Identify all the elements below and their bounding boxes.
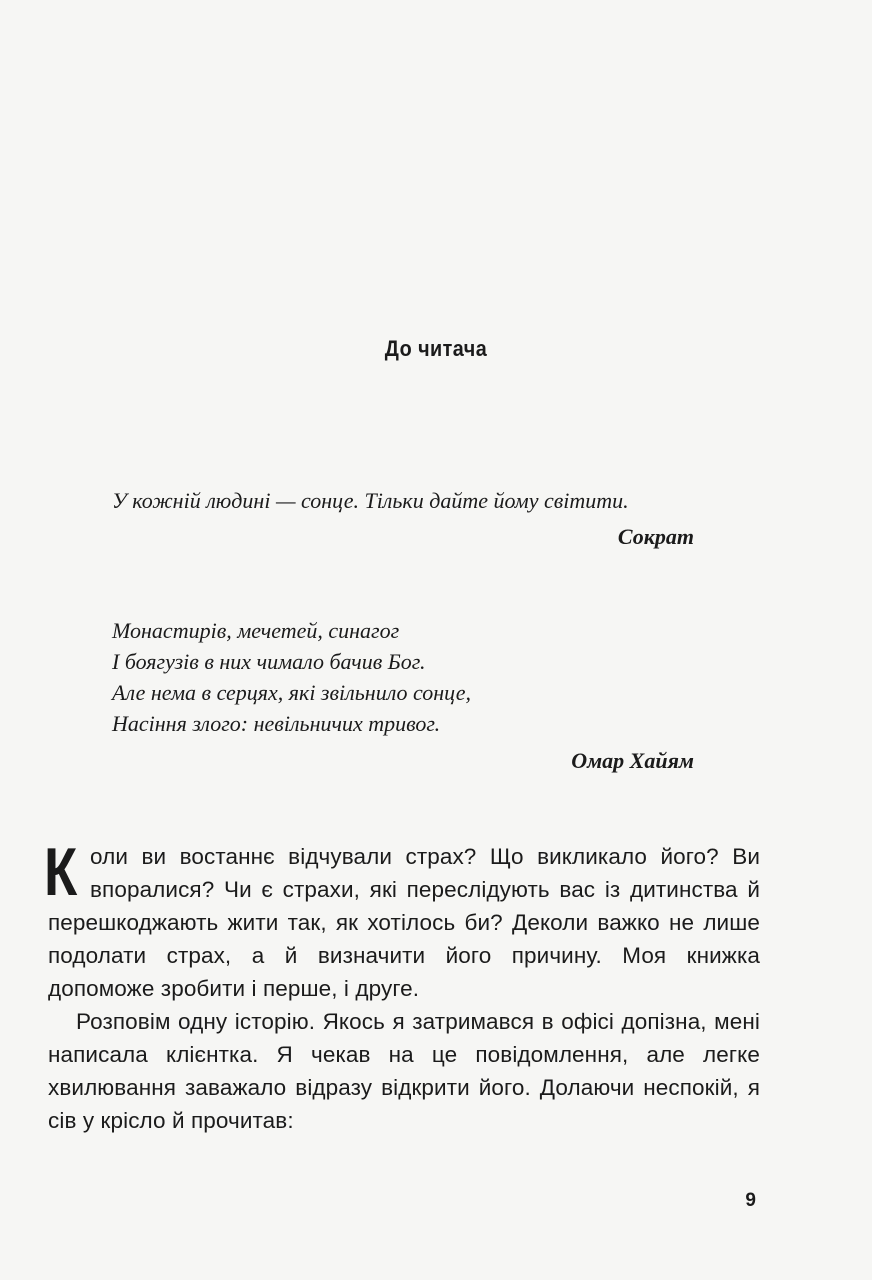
paragraph-text: оли ви востаннє відчували страх? Що викликало його? Ви впоралися? Чи є страхи, які переслідують вас із дитинства й перешкоджають жити так, як хотілось би? Деколи важко не лише подолати страх, а й визначити його причину. Моя книжка допоможе зробити і перше, і друге. xyxy=(48,844,760,1001)
drop-cap: К xyxy=(44,834,78,910)
body-paragraph xyxy=(44,834,760,1005)
poem-author: Омар Хайям xyxy=(571,748,694,773)
poem-line: Але нема в серцях, які звільнило сонце, xyxy=(112,680,471,705)
body-paragraph: Розповім одну історію. Якось я затримався в офісі допізна, мені написала клієнтка. Я чекав на це повідомлення, але легке хвилювання заважало відразу відкрити його. Долаючи неспокій, я сів у крісло й прочитав: xyxy=(48,1009,760,1133)
epigraph-quote: У кожній людині — сонце. Тільки дайте йому світити. xyxy=(112,488,629,513)
poem-line: Насіння злого: невільничих тривог. xyxy=(112,711,441,736)
poem-line: І боягузів в них чимало бачив Бог. xyxy=(112,649,426,674)
chapter-heading: До читача xyxy=(384,336,488,361)
epigraph-author: Сократ xyxy=(617,524,694,549)
page-number: 9 xyxy=(745,1190,756,1211)
poem-line: Монастирів, мечетей, синагог xyxy=(112,618,400,643)
poem-epigraph xyxy=(112,615,471,739)
